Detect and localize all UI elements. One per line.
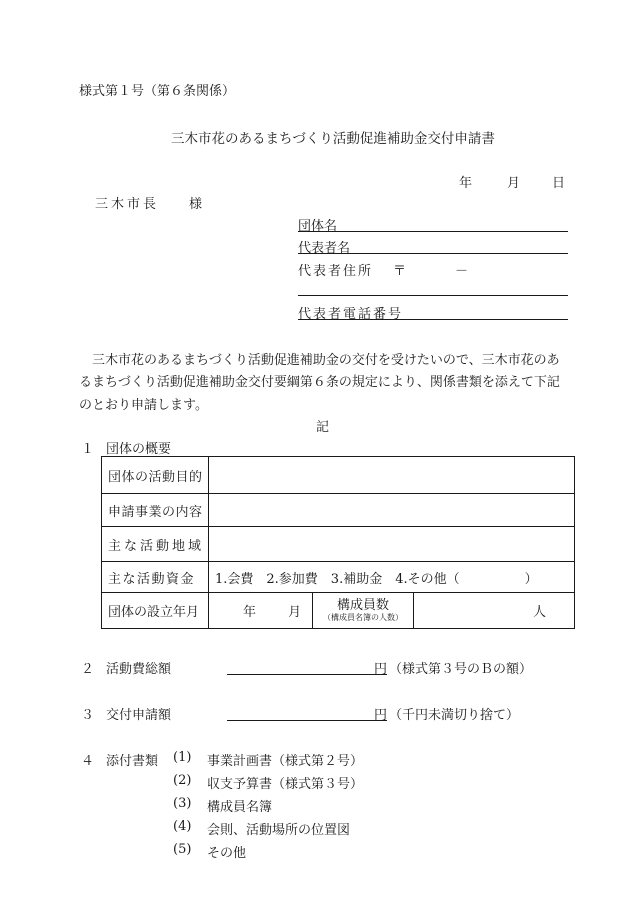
founded-month-unit: 月 [288,605,302,620]
members-label-cell [313,593,414,629]
representative-address-field[interactable] [298,281,568,296]
date-month: 月 [507,176,521,191]
representative-phone-field[interactable] [298,303,568,320]
form-number: 様式第１号（第６条関係） [79,84,236,99]
project-content-label: 申請事業の内容 [102,494,209,527]
section1-title: 団体の概要 [106,442,172,457]
section3-number: ３ [81,708,95,723]
members-field[interactable] [414,593,575,629]
body-line-1: 三木市花のあるまちづくり活動促進補助金の交付を受けたいので、三木市花のあ [92,353,560,368]
activity-area-label: 主な活動地域 [102,527,209,562]
attachment-item: 会則、活動場所の位置図 [207,823,351,838]
members-note: （構成員名簿の人数） [323,612,403,622]
section2-note: （様式第３号のＢの額） [389,662,533,677]
addressee-honorific: 様 [189,197,203,212]
section2-number: ２ [81,662,95,677]
section4-label: 添付書類 [106,754,159,769]
ki-heading: 記 [316,420,330,435]
body-line-3: のとおり申請します。 [79,398,208,413]
section3-label: 交付申請額 [106,708,172,723]
attachment-num: (3) [173,796,192,811]
attachment-num: (2) [173,773,192,788]
group-name-label: 団体名 [298,219,338,234]
representative-address-label: 代表者住所 [298,264,374,279]
activity-funds-label: 主な活動資金 [102,562,209,593]
members-label: 構成員数 [336,597,389,613]
founded-field[interactable] [209,593,313,629]
table-row [102,494,575,527]
table-row [102,457,575,494]
group-overview-table [101,456,575,629]
representative-name-label: 代表者名 [298,241,351,256]
attachment-num: (5) [173,842,192,857]
activity-purpose-label: 団体の活動目的 [102,457,209,494]
table-row [102,527,575,562]
section2-label: 活動費総額 [106,662,172,677]
table-row [102,562,575,593]
activity-purpose-field[interactable] [209,457,575,494]
body-line-2: るまちづくり活動促進補助金交付要綱第６条の規定により、関係書類を添えて下記 [79,375,560,390]
postal-mark: 〒 [393,264,407,279]
founded-year-unit: 年 [243,605,257,620]
total-cost-field[interactable] [227,658,387,675]
project-content-field[interactable] [209,494,575,527]
section1-number: １ [81,442,95,457]
attachment-num: (4) [173,819,192,834]
attachment-item: その他 [207,846,247,861]
grant-amount-field[interactable] [227,704,387,721]
attachment-item: 事業計画書（様式第２号） [207,754,364,769]
attachment-item: 収支予算書（様式第３号） [207,777,364,792]
section3-note: （千円未満切り捨て） [389,708,520,723]
activity-funds-options[interactable]: 1.会費 2.参加費 3.補助金 4.その他（ ） [209,562,575,593]
grant-amount-unit: 円 [373,708,387,723]
members-unit: 人 [533,605,547,620]
activity-area-field[interactable] [209,527,575,562]
group-name-field[interactable] [298,215,568,232]
attachment-num: (1) [173,750,192,765]
page-title: 三木市花のあるまちづくり活動促進補助金交付申請書 [171,131,495,147]
postal-dash: － [455,264,469,279]
table-row [102,593,575,629]
section4-number: ４ [81,754,95,769]
total-cost-unit: 円 [373,662,387,677]
representative-name-field[interactable] [298,237,568,254]
founded-label: 団体の設立年月 [102,593,209,629]
representative-phone-label: 代表者電話番号 [298,307,404,322]
date-day: 日 [552,176,566,191]
date-year: 年 [459,176,473,191]
attachment-item: 構成員名簿 [207,800,273,815]
addressee-name: 三木市長 [95,197,160,212]
